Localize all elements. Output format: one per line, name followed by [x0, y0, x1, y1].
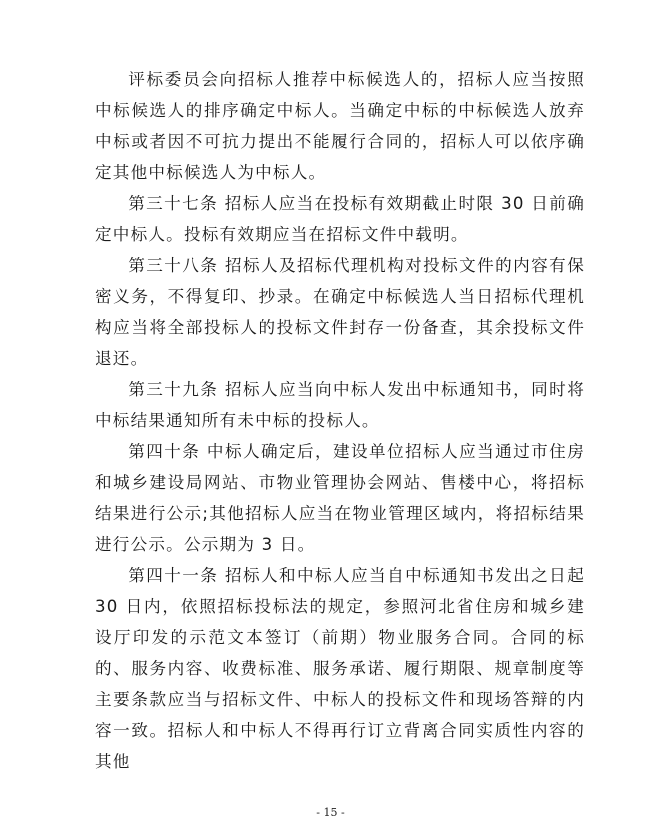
article-37-paragraph: 第三十七条 招标人应当在投标有效期截止时限 30 日前确定中标人。投标有效期应当在招标文件中载明。 [95, 194, 585, 244]
article-38-paragraph: 第三十八条 招标人及招标代理机构对投标文件的内容有保密义务，不得复印、抄录。在确定中标候选人当日招标代理机构应当将全部投标人的投标文件封存一份备查，其余投标文件退还。 [95, 256, 585, 368]
page-number: - 15 - [316, 806, 345, 819]
paragraph-1: 评标委员会向招标人推荐中标候选人的，招标人应当按照中标候选人的排序确定中标人。当确定中标的中标候选人放弃中标或者因不可抗力提出不能履行合同的，招标人可以依序确定其他中标候选人为中标人。 [95, 70, 585, 182]
article-41-paragraph: 第四十一条 招标人和中标人应当自中标通知书发出之日起 30 日内，依照招标投标法的规定，参照河北省住房和城乡建设厅印发的示范文本签订（前期）物业服务合同。合同的标的、服务内容、收费标准、服务承诺、履行期限、规章制度等主要条款应当与招标文件、中标人的投标文件和现场答辩的内容一致。招标人和中标人不得再行订立背离合同实质性内容的其他 [95, 566, 585, 771]
article-39-paragraph: 第三十九条 招标人应当向中标人发出中标通知书，同时将中标结果通知所有未中标的投标人。 [95, 380, 585, 430]
article-40-paragraph: 第四十条 中标人确定后，建设单位招标人应当通过市住房和城乡建设局网站、市物业管理协会网站、售楼中心，将招标结果进行公示;其他招标人应当在物业管理区域内，将招标结果进行公示。公示期为 3 日。 [95, 442, 585, 554]
document-body [95, 64, 585, 777]
